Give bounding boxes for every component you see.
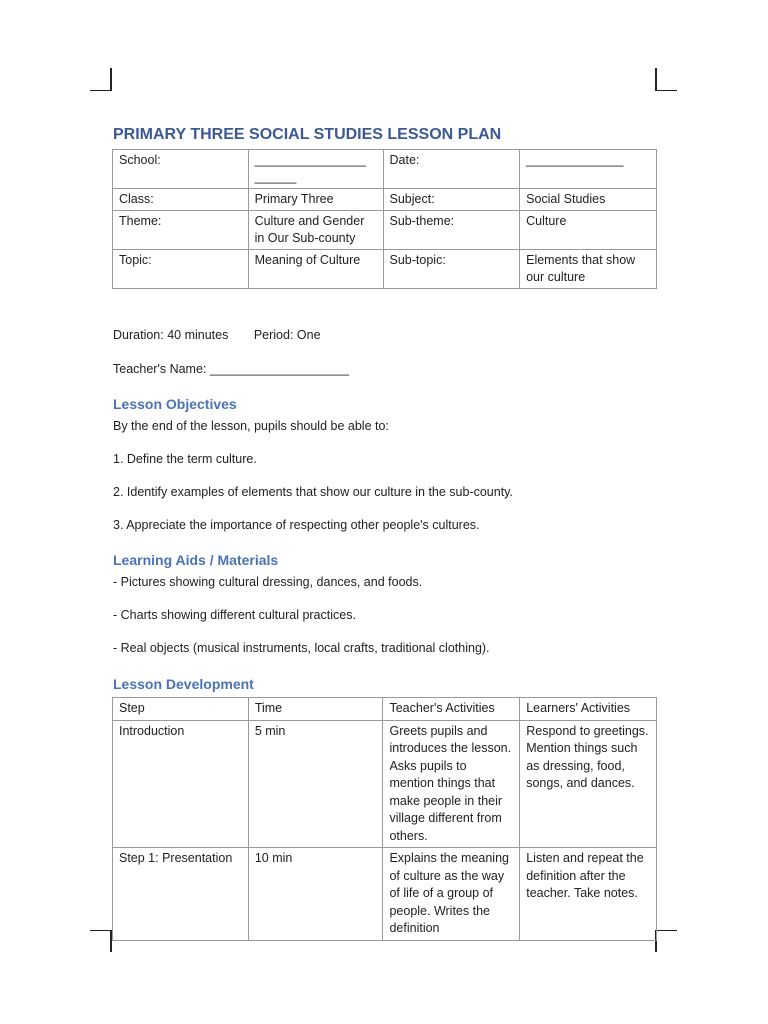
material-item-1: - Pictures showing cultural dressing, dances, and foods. (113, 575, 423, 589)
development-table (112, 697, 657, 941)
info-value-subject: Social Studies (520, 189, 657, 211)
row-teacher-activities: Explains the meaning of culture as the way of life of a group of people. Writes the definition (383, 848, 520, 941)
info-row-school (113, 150, 657, 189)
info-table (112, 149, 657, 289)
info-value-topic: Meaning of Culture (248, 250, 383, 289)
row-time: 10 min (248, 848, 383, 941)
objectives-heading: Lesson Objectives (113, 396, 237, 412)
info-label-class: Class: (113, 189, 249, 211)
info-row-theme (113, 211, 657, 250)
info-row-topic (113, 250, 657, 289)
row-learners-activities: Respond to greetings. Mention things such as dressing, food, songs, and dances. (520, 720, 657, 848)
info-row-class (113, 189, 657, 211)
info-label-date: Date: (383, 150, 520, 189)
development-row-presentation (113, 848, 657, 941)
header-teacher-activities: Teacher's Activities (383, 698, 520, 721)
row-step: Step 1: Presentation (113, 848, 249, 941)
info-label-subtheme: Sub-theme: (383, 211, 520, 250)
row-teacher-activities: Greets pupils and introduces the lesson. Asks pupils to mention things that make people in their village different from others. (383, 720, 520, 848)
objective-item-3: 3. Appreciate the importance of respecting other people's cultures. (113, 518, 480, 532)
info-label-school: School: (113, 150, 249, 189)
row-step: Introduction (113, 720, 249, 848)
info-label-theme: Theme: (113, 211, 249, 250)
info-value-date: ______________ (520, 150, 657, 189)
objective-item-2: 2. Identify examples of elements that show our culture in the sub-county. (113, 485, 513, 499)
materials-heading: Learning Aids / Materials (113, 552, 279, 568)
duration-line (113, 328, 321, 342)
page-title: PRIMARY THREE SOCIAL STUDIES LESSON PLAN (113, 126, 502, 143)
material-item-2: - Charts showing different cultural practices. (113, 608, 356, 622)
row-time: 5 min (248, 720, 383, 848)
header-learners-activities: Learners' Activities (520, 698, 657, 721)
header-step: Step (113, 698, 249, 721)
info-label-subtopic: Sub-topic: (383, 250, 520, 289)
development-row-introduction (113, 720, 657, 848)
objectives-intro: By the end of the lesson, pupils should be able to: (113, 419, 389, 433)
info-value-school: ________________ ______ (248, 150, 383, 189)
development-heading: Lesson Development (113, 676, 254, 692)
teacher-name-line: Teacher's Name: ____________________ (113, 362, 349, 376)
info-value-theme: Culture and Gender in Our Sub-county (248, 211, 383, 250)
info-label-subject: Subject: (383, 189, 520, 211)
row-learners-activities: Listen and repeat the definition after the teacher. Take notes. (520, 848, 657, 941)
header-time: Time (248, 698, 383, 721)
info-value-subtheme: Culture (520, 211, 657, 250)
material-item-3: - Real objects (musical instruments, local crafts, traditional clothing). (113, 641, 490, 655)
development-header-row (113, 698, 657, 721)
duration-text: Duration: 40 minutes (113, 328, 229, 342)
period-text: Period: One (253, 328, 321, 342)
info-label-topic: Topic: (113, 250, 249, 289)
info-value-class: Primary Three (248, 189, 383, 211)
info-value-subtopic: Elements that show our culture (520, 250, 657, 289)
objective-item-1: 1. Define the term culture. (113, 452, 257, 466)
